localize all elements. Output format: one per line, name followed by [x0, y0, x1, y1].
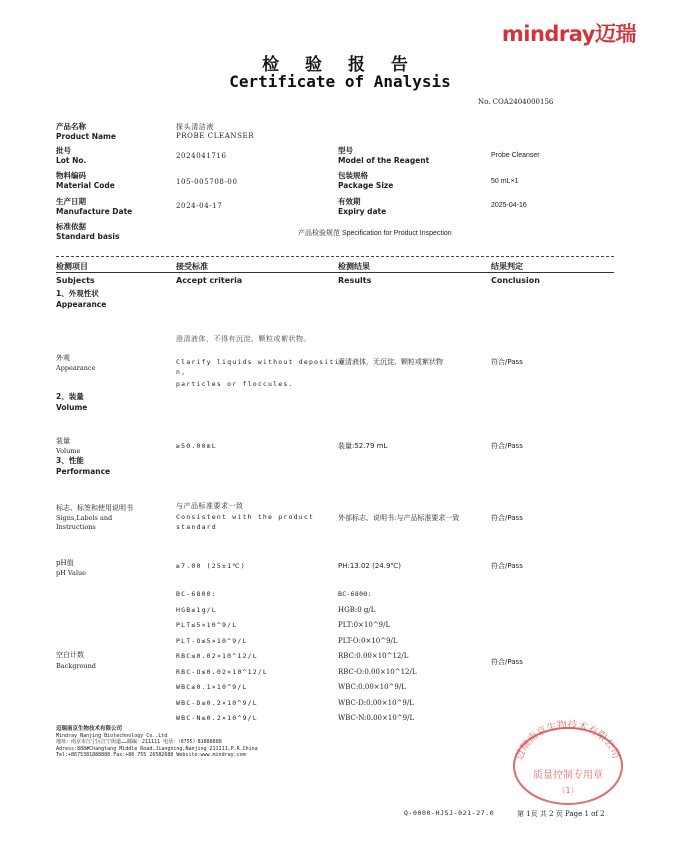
background-criteria-item: HGB≤1g/L: [176, 605, 217, 614]
appearance-conclusion: 符合/Pass: [491, 358, 523, 366]
product-name-value-en: PROBE CLEANSER: [176, 132, 255, 140]
labels-conclusion: 符合/Pass: [491, 514, 523, 522]
background-criteria-item: WBC≤0.1×10^9/L: [176, 683, 248, 691]
expiry-value: 2025-04-16: [491, 202, 527, 209]
lot-value: 2024041716: [176, 152, 227, 160]
package-value: 50 mL×1: [491, 178, 519, 185]
labels-result: 外部标志、说明书:与产品标准要求一致: [338, 514, 460, 522]
labels-criteria-cn: 与产品标准要求一致: [176, 502, 244, 510]
labels-subject-en-2: Instructions: [56, 523, 96, 531]
mindray-logo: mindray迈瑞: [501, 22, 636, 46]
package-label-en: Package Size: [338, 181, 394, 190]
labels-criteria-en-1: Consistent with the product: [176, 513, 315, 521]
background-criteria-item: RBC-O≤0.02×10^12/L: [176, 667, 269, 676]
expiry-label-cn: 有效期: [338, 197, 361, 206]
material-value: 105-005708-00: [176, 178, 238, 186]
quality-control-stamp: [508, 716, 628, 806]
background-criteria-item: PLT-O≤5×10^9/L: [176, 636, 248, 645]
section-volume-cn: 2、装量: [56, 392, 84, 401]
section-performance-en: Performance: [56, 467, 111, 476]
standard-label-cn: 标准依据: [56, 222, 86, 231]
document-code: Q-0000-HJSJ-021-27.0: [404, 809, 495, 817]
section-volume-en: Volume: [56, 403, 88, 412]
background-criteria-item: PLT≤5×10^9/L: [176, 621, 238, 629]
col-conclusion-en: Conclusion: [491, 276, 540, 285]
volume-result: 装量:52.79 mL: [338, 442, 388, 450]
volume-conclusion: 符合/Pass: [491, 442, 523, 450]
title-english: Certificate of Analysis: [229, 72, 451, 91]
header-underline: [56, 272, 614, 273]
background-criteria-item: WBC-D≤0.2×10^9/L: [176, 698, 258, 707]
ph-conclusion: 符合/Pass: [491, 562, 523, 570]
volume-criteria: ≥50.00mL: [176, 442, 217, 450]
background-criteria-list: [176, 589, 268, 729]
appearance-criteria-en-1: Clarify liquids without depositio: [176, 358, 345, 366]
col-conclusion-cn: 结果判定: [491, 262, 523, 271]
background-criteria-item: WBC-N≤0.2×10^9/L: [176, 714, 258, 722]
standard-label-en: Standard basis: [56, 232, 120, 241]
background-subject-en: Background: [56, 662, 96, 670]
background-result-item: RBC-O:0.00×10^12/L: [338, 667, 417, 676]
standard-value: 产品检验规范 Specification for Product Inspection: [298, 230, 452, 237]
certificate-number: No. COA2404000156: [478, 98, 554, 106]
appearance-criteria-en-3: particles or floccules.: [176, 380, 294, 388]
appearance-criteria-cn: 澄清液体，不得有沉淀、颗粒或絮状物。: [176, 335, 311, 343]
package-label-cn: 包装规格: [338, 171, 368, 180]
expiry-label-en: Expiry date: [338, 207, 387, 216]
ph-subject-en: pH Value: [56, 569, 86, 577]
model-label-cn: 型号: [338, 146, 353, 155]
labels-criteria-en-2: standard: [176, 523, 217, 531]
company-block: [56, 726, 258, 759]
background-conclusion: 符合/Pass: [491, 658, 523, 666]
stamp-center-text: 质量控制专用章: [533, 770, 603, 781]
background-result-item: PLT-O:0×10^9/L: [338, 636, 398, 645]
stamp-ring-text: 迈瑞南京生物技术有限公司: [514, 719, 622, 762]
mfg-date-label-en: Manufacture Date: [56, 207, 133, 216]
stamp-number: （1）: [557, 786, 579, 795]
appearance-subject-en: Appearance: [56, 364, 96, 372]
col-subjects-en: Subjects: [56, 276, 95, 285]
col-subjects-cn: 检测项目: [56, 262, 88, 271]
mfg-date-value: 2024-04-17: [176, 202, 223, 210]
col-criteria-cn: 接受标准: [176, 262, 208, 271]
product-name-value-cn: 探头清洁液: [176, 123, 214, 131]
background-result-item: WBC:0.00×10^9/L: [338, 683, 406, 691]
material-label-cn: 物料编码: [56, 171, 86, 180]
background-result-item: WBC-D:0.00×10^9/L: [338, 698, 414, 707]
model-value: Probe Cleanser: [491, 152, 540, 159]
background-result-item: HGB:0 g/L: [338, 605, 376, 614]
background-criteria-item: BC-6800:: [176, 590, 217, 598]
background-result-item: BC-6800:: [338, 590, 372, 598]
mfg-date-label-cn: 生产日期: [56, 197, 86, 206]
section-performance-cn: 3、性能: [56, 456, 84, 465]
title-chinese: 检 验 报 告: [262, 55, 418, 75]
appearance-subject-cn: 外观: [56, 354, 70, 362]
company-name-en: Mindray Nanjing Biotechnology Co.,Ltd: [56, 732, 168, 739]
ph-subject-cn: pH值: [56, 559, 74, 567]
volume-subject-cn: 装量: [56, 437, 70, 445]
material-label-en: Material Code: [56, 181, 115, 190]
appearance-criteria-en-2: n,: [176, 368, 187, 376]
product-name-label-en: Product Name: [56, 132, 116, 141]
company-contact: Tel:+8675381888888 Fax:+86 755 26582680 Website:www.mindray.com: [56, 752, 246, 758]
col-results-en: Results: [338, 276, 372, 285]
background-criteria-item: RBC≤0.02×10^12/L: [176, 652, 258, 660]
background-result-item: PLT:0×10^9/L: [338, 621, 391, 629]
page-indicator: 第 1页 共 2 页 Page 1 of 2: [517, 810, 605, 818]
background-result-item: WBC-N:0.00×10^9/L: [338, 714, 415, 722]
ph-criteria: ≥7.00 (25±1℃): [176, 562, 246, 570]
lot-label-cn: 批号: [56, 146, 71, 155]
lot-label-en: Lot No.: [56, 156, 87, 165]
company-name-cn: 迈瑞南京生物技术有限公司: [56, 726, 123, 732]
product-name-label-cn: 产品名称: [56, 122, 86, 131]
background-subject-cn: 空白计数: [56, 651, 84, 659]
background-result-item: RBC:0.00×10^12/L: [338, 652, 409, 660]
volume-subject-en: Volume: [56, 447, 81, 455]
labels-subject-cn: 标志、标签和使用说明书: [56, 504, 133, 512]
background-results-list: [338, 589, 417, 729]
labels-subject-en-1: Signs,Labels and: [56, 514, 113, 522]
col-criteria-en: Accept criteria: [176, 276, 243, 285]
section-appearance-cn: 1、外观性状: [56, 289, 99, 298]
company-address-en: Adress:888#Changtang Middle Road,Jiangning,Nanjing 211111,P.R.China: [56, 745, 258, 752]
model-label-en: Model of the Reagent: [338, 156, 430, 165]
company-address-cn: 地址：南京市江宁区江宁街道……邮编：211111 电话：（0755）81888888: [56, 739, 222, 745]
section-appearance-en: Appearance: [56, 300, 107, 309]
ph-result: PH:13.02 (24.9℃): [338, 562, 402, 570]
appearance-result: 澄清液体，无沉淀、颗粒或絮状物: [338, 358, 443, 366]
col-results-cn: 检测结果: [338, 262, 370, 271]
divider-line: [56, 256, 614, 257]
